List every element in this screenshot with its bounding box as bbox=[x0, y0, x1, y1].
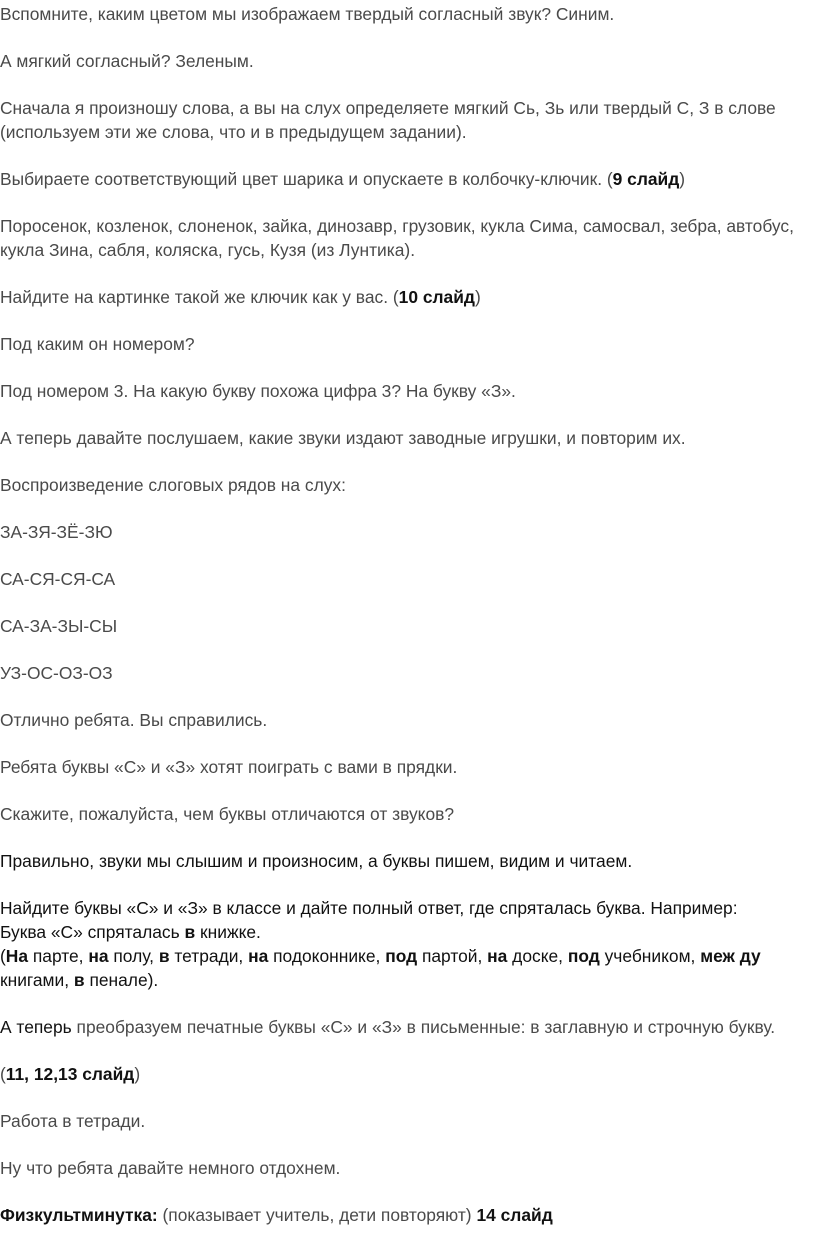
paragraph-22-close: ) bbox=[134, 1064, 141, 1084]
paragraph-19-line-1: Найдите буквы «С» и «З» в классе и дайте полный ответ, где спряталась буква. Например: bbox=[0, 898, 738, 918]
syllable-row-2: СА-СЯ-СЯ-СА bbox=[0, 569, 116, 589]
paragraph-7: Под каким он номером? bbox=[0, 334, 195, 354]
preposition-bold: На bbox=[5, 946, 29, 966]
paragraph-23: Работа в тетради. bbox=[0, 1111, 146, 1131]
paragraph-16: Ребята буквы «С» и «З» хотят поиграть с вами в прядки. bbox=[0, 757, 458, 777]
text-run: книгами, bbox=[0, 970, 74, 990]
paragraph-20 bbox=[0, 944, 808, 992]
paragraph-25-text: (показывает учитель, дети повторяют) bbox=[157, 1205, 477, 1225]
text-run: учебником, bbox=[599, 946, 701, 966]
text-run: тетради, bbox=[169, 946, 249, 966]
paragraph-5: Поросенок, козленок, слоненок, зайка, динозавр, грузовик, кукла Сима, самосвал, зебра, автобус, кукла Зина, сабля, коляска, гусь, Кузя (из Лунтика). bbox=[0, 216, 794, 260]
paragraph-6-text: Найдите на картинке такой же ключик как у вас. ( bbox=[0, 287, 399, 307]
paragraph-19 bbox=[0, 896, 808, 944]
paragraph-21-text: преобразуем печатные буквы «С» и «З» в письменные: в заглавную и строчную букву. bbox=[71, 1017, 776, 1037]
syllable-row-1: ЗА-ЗЯ-ЗЁ-ЗЮ bbox=[0, 522, 113, 542]
paragraph-15: Отлично ребята. Вы справились. bbox=[0, 710, 268, 730]
paragraph-2: А мягкий согласный? Зеленым. bbox=[0, 51, 254, 71]
slide-ref-10: 10 слайд bbox=[398, 287, 475, 307]
paragraph-22 bbox=[0, 1062, 808, 1086]
paragraph-24: Ну что ребята давайте немного отдохнем. bbox=[0, 1158, 341, 1178]
paragraph-6-close: ) bbox=[474, 287, 481, 307]
slide-ref-9: 9 слайд bbox=[612, 169, 680, 189]
preposition-bold: под bbox=[385, 946, 418, 966]
paragraph-21 bbox=[0, 1015, 808, 1039]
paragraph-21-lead: А теперь bbox=[0, 1017, 72, 1037]
text-run: подоконнике, bbox=[268, 946, 386, 966]
paragraph-19-line-2: Буква «С» спряталась bbox=[0, 922, 185, 942]
syllable-row-4: УЗ-ОС-ОЗ-ОЗ bbox=[0, 663, 113, 683]
paragraph-9: А теперь давайте послушаем, какие звуки издают заводные игрушки, и повторим их. bbox=[0, 428, 686, 448]
paragraph-4-close: ) bbox=[679, 169, 686, 189]
preposition-bold: на bbox=[248, 946, 269, 966]
text-run: парте, bbox=[28, 946, 89, 966]
paragraph-19-line-2-end: книжке. bbox=[195, 922, 261, 942]
text-run: ( bbox=[0, 946, 6, 966]
preposition-v: в bbox=[184, 922, 196, 942]
paragraph-10: Воспроизведение слоговых рядов на слух: bbox=[0, 475, 346, 495]
paragraph-8: Под номером 3. На какую букву похожа цифра 3? На букву «З». bbox=[0, 381, 516, 401]
preposition-bold: меж ду bbox=[700, 946, 761, 966]
paragraph-18: Правильно, звуки мы слышим и произносим, а буквы пишем, видим и читаем. bbox=[0, 851, 633, 871]
paragraph-25 bbox=[0, 1203, 808, 1227]
slide-ref-14: 14 слайд bbox=[476, 1205, 553, 1225]
preposition-bold: на bbox=[88, 946, 109, 966]
paragraph-17: Скажите, пожалуйста, чем буквы отличаются от звуков? bbox=[0, 804, 455, 824]
fizkultminutka-label: Физкультминутка: bbox=[0, 1205, 158, 1225]
paragraph-4 bbox=[0, 167, 808, 191]
text-run: пенале). bbox=[84, 970, 159, 990]
text-run: полу, bbox=[108, 946, 159, 966]
preposition-bold: под bbox=[567, 946, 600, 966]
paragraph-6 bbox=[0, 285, 808, 309]
preposition-bold: на bbox=[487, 946, 508, 966]
text-run: доске, bbox=[507, 946, 568, 966]
syllable-row-3: СА-ЗА-ЗЫ-СЫ bbox=[0, 616, 118, 636]
paragraph-22-open: ( bbox=[0, 1064, 6, 1084]
preposition-bold: в bbox=[158, 946, 170, 966]
paragraph-1: Вспомните, каким цветом мы изображаем твердый согласный звук? Синим. bbox=[0, 4, 615, 24]
paragraph-4-text: Выбираете соответствующий цвет шарика и опускаете в колбочку-ключик. ( bbox=[0, 169, 613, 189]
slide-ref-11-13: 11, 12,13 слайд bbox=[5, 1064, 135, 1084]
text-run: партой, bbox=[417, 946, 488, 966]
paragraph-3: Сначала я произношу слова, а вы на слух определяете мягкий Сь, Зь или твердый С, З в слове (используем эти же слова, что и в предыдущем задании). bbox=[0, 98, 776, 142]
preposition-bold: в bbox=[73, 970, 85, 990]
